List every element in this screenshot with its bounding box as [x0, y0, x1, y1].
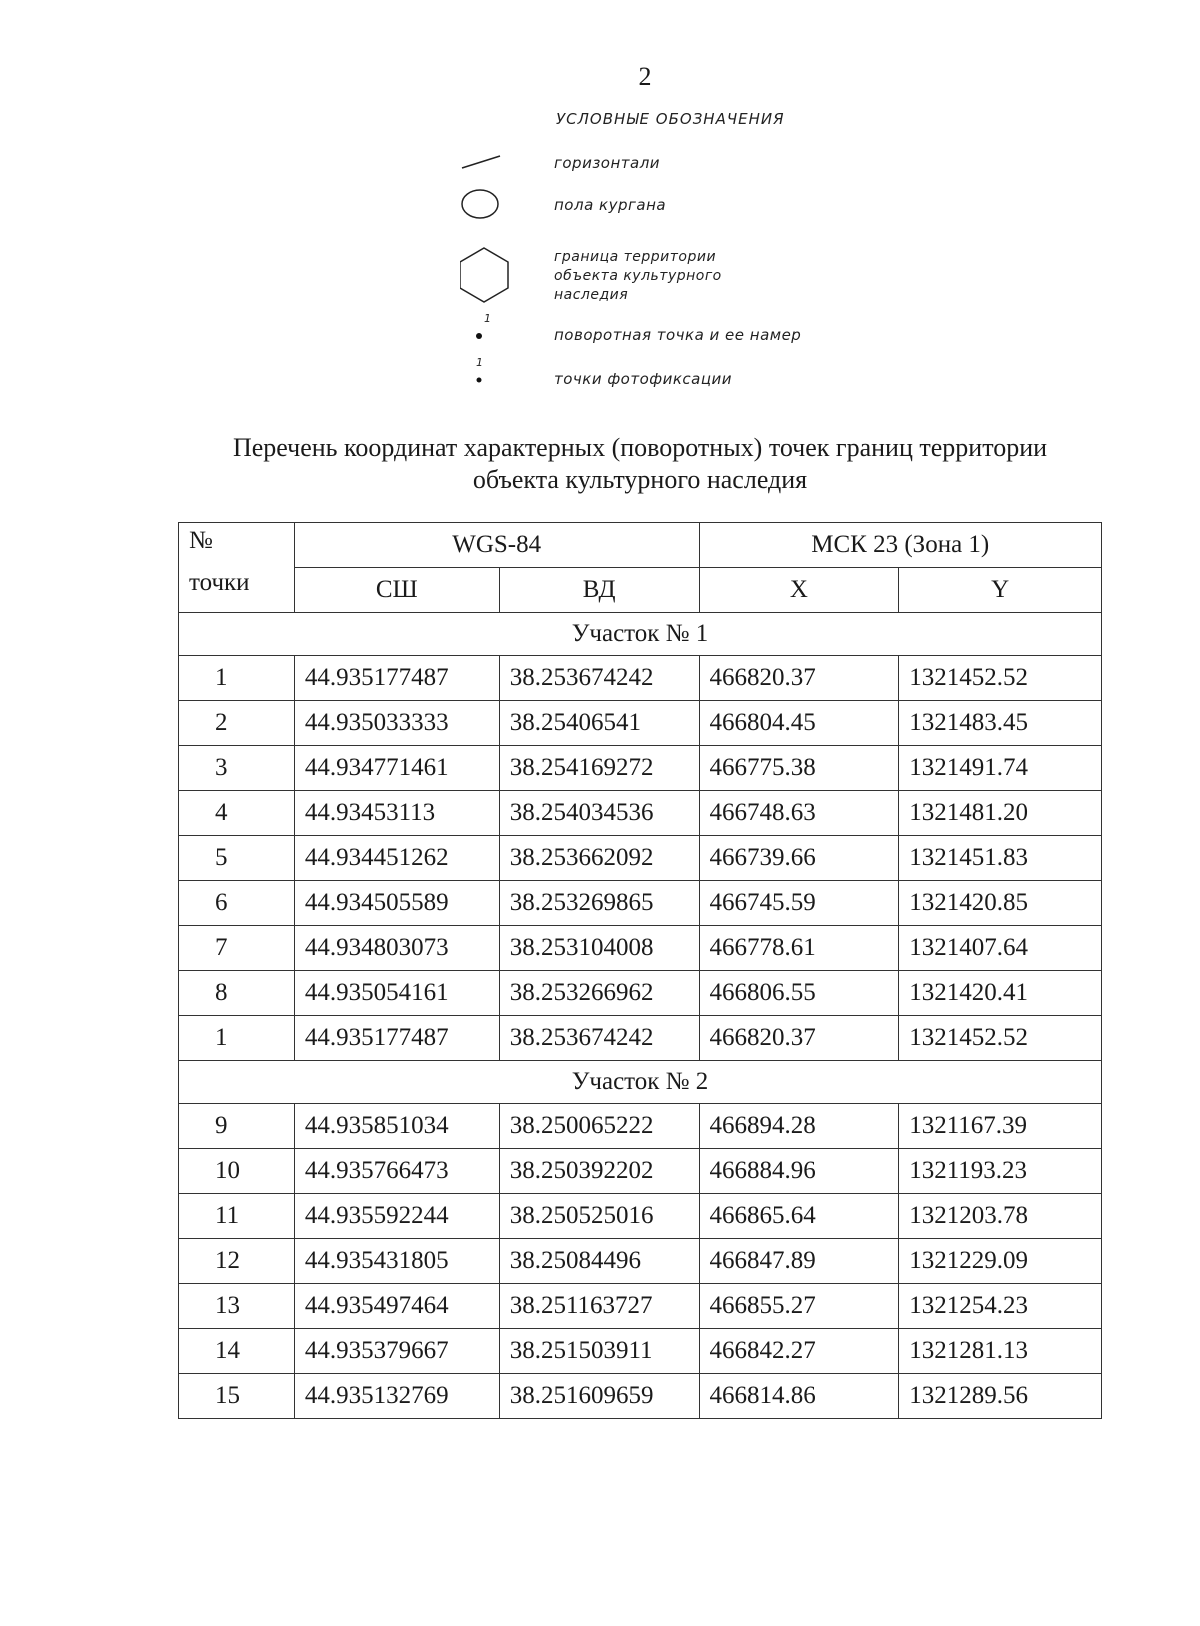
header-y: Y	[899, 568, 1102, 613]
coordinates-table	[178, 522, 1102, 1419]
lon-cell: 38.251503911	[499, 1329, 699, 1374]
header-no-label: точки	[189, 569, 250, 596]
lon-cell: 38.254169272	[499, 746, 699, 791]
table-row	[179, 881, 1102, 926]
lon-cell: 38.253104008	[499, 926, 699, 971]
point-number-cell: 9	[179, 1104, 295, 1149]
table-row	[179, 1374, 1102, 1419]
header-no-symbol: №	[189, 527, 213, 554]
legend-label-mound: пола кургана	[554, 196, 667, 214]
point-number-cell: 1	[179, 1016, 295, 1061]
header-lat: СШ	[294, 568, 499, 613]
table-row	[179, 746, 1102, 791]
turning-point-icon	[460, 312, 500, 348]
table-row	[179, 1016, 1102, 1061]
x-cell: 466748.63	[699, 791, 899, 836]
y-cell: 1321203.78	[899, 1194, 1102, 1239]
y-cell: 1321483.45	[899, 701, 1102, 746]
header-msk23: МСК 23 (Зона 1)	[699, 523, 1101, 568]
lat-cell: 44.934803073	[294, 926, 499, 971]
y-cell: 1321254.23	[899, 1284, 1102, 1329]
hexagon-boundary-icon	[460, 244, 524, 308]
y-cell: 1321451.83	[899, 836, 1102, 881]
y-cell: 1321167.39	[899, 1104, 1102, 1149]
table-row	[179, 1284, 1102, 1329]
lon-cell: 38.251609659	[499, 1374, 699, 1419]
legend-label-contours: горизонтали	[554, 154, 661, 172]
x-cell: 466806.55	[699, 971, 899, 1016]
page-number: 2	[638, 62, 652, 91]
x-cell: 466745.59	[699, 881, 899, 926]
legend-label-photo-point: точки фотофиксации	[554, 370, 733, 388]
photo-point-icon	[460, 356, 500, 392]
point-number-cell: 7	[179, 926, 295, 971]
lon-cell: 38.251163727	[499, 1284, 699, 1329]
table-row	[179, 926, 1102, 971]
lon-cell: 38.254034536	[499, 791, 699, 836]
x-cell: 466847.89	[699, 1239, 899, 1284]
point-number-cell: 11	[179, 1194, 295, 1239]
legend-label-boundary-3: наследия	[554, 287, 629, 303]
legend-title: УСЛОВНЫЕ ОБОЗНАЧЕНИЯ	[556, 110, 785, 128]
lon-cell: 38.253662092	[499, 836, 699, 881]
header-x: X	[699, 568, 899, 613]
header-lon: ВД	[499, 568, 699, 613]
lon-cell: 38.250525016	[499, 1194, 699, 1239]
y-cell: 1321420.41	[899, 971, 1102, 1016]
table-row	[179, 971, 1102, 1016]
table-row	[179, 836, 1102, 881]
section-title: Участок № 1	[179, 613, 1102, 656]
lon-cell: 38.250392202	[499, 1149, 699, 1194]
point-number-cell: 13	[179, 1284, 295, 1329]
table-row	[179, 1329, 1102, 1374]
y-cell: 1321193.23	[899, 1149, 1102, 1194]
header-wgs84: WGS-84	[294, 523, 699, 568]
y-cell: 1321289.56	[899, 1374, 1102, 1419]
point-number-cell: 5	[179, 836, 295, 881]
point-number-cell: 8	[179, 971, 295, 1016]
photo-point-marker: 1	[476, 356, 483, 369]
y-cell: 1321407.64	[899, 926, 1102, 971]
mound-ellipse-icon	[460, 186, 520, 226]
lat-cell: 44.93453113	[294, 791, 499, 836]
point-number-cell: 1	[179, 656, 295, 701]
point-number-cell: 4	[179, 791, 295, 836]
point-number-cell: 12	[179, 1239, 295, 1284]
y-cell: 1321452.52	[899, 656, 1102, 701]
y-cell: 1321281.13	[899, 1329, 1102, 1374]
header-point-number	[179, 523, 295, 613]
table-row	[179, 701, 1102, 746]
y-cell: 1321229.09	[899, 1239, 1102, 1284]
point-number-cell: 14	[179, 1329, 295, 1374]
section-row	[179, 1061, 1102, 1104]
section-title: Участок № 2	[179, 1061, 1102, 1104]
document-title	[190, 432, 1090, 496]
x-cell: 466804.45	[699, 701, 899, 746]
x-cell: 466814.86	[699, 1374, 899, 1419]
turning-point-marker: 1	[484, 312, 491, 325]
x-cell: 466778.61	[699, 926, 899, 971]
x-cell: 466894.28	[699, 1104, 899, 1149]
legend-label-boundary-2: объекта культурного	[554, 268, 722, 284]
lon-cell: 38.25406541	[499, 701, 699, 746]
point-number-cell: 15	[179, 1374, 295, 1419]
y-cell: 1321452.52	[899, 1016, 1102, 1061]
lon-cell: 38.253266962	[499, 971, 699, 1016]
section-row	[179, 613, 1102, 656]
x-cell: 466820.37	[699, 656, 899, 701]
lat-cell: 44.935497464	[294, 1284, 499, 1329]
y-cell: 1321420.85	[899, 881, 1102, 926]
lat-cell: 44.935851034	[294, 1104, 499, 1149]
lat-cell: 44.935177487	[294, 1016, 499, 1061]
lon-cell: 38.25084496	[499, 1239, 699, 1284]
lat-cell: 44.935431805	[294, 1239, 499, 1284]
lat-cell: 44.934771461	[294, 746, 499, 791]
table-row	[179, 791, 1102, 836]
point-number-cell: 3	[179, 746, 295, 791]
table-row	[179, 656, 1102, 701]
lon-cell: 38.253674242	[499, 656, 699, 701]
header-row-1	[179, 523, 1102, 568]
lat-cell: 44.935132769	[294, 1374, 499, 1419]
lon-cell: 38.253674242	[499, 1016, 699, 1061]
lat-cell: 44.935033333	[294, 701, 499, 746]
x-cell: 466865.64	[699, 1194, 899, 1239]
x-cell: 466775.38	[699, 746, 899, 791]
legend-label-turning-point: поворотная точка и ее намер	[554, 326, 802, 344]
table-row	[179, 1194, 1102, 1239]
point-number-cell: 10	[179, 1149, 295, 1194]
legend-label-boundary-1: граница территории	[554, 249, 717, 265]
lat-cell: 44.935177487	[294, 656, 499, 701]
lat-cell: 44.934505589	[294, 881, 499, 926]
point-number-cell: 6	[179, 881, 295, 926]
title-line-2: объекта культурного наследия	[472, 465, 808, 494]
lon-cell: 38.250065222	[499, 1104, 699, 1149]
table-row	[179, 1149, 1102, 1194]
lat-cell: 44.934451262	[294, 836, 499, 881]
contour-line-icon	[460, 152, 510, 172]
header-row-2	[179, 568, 1102, 613]
y-cell: 1321481.20	[899, 791, 1102, 836]
x-cell: 466842.27	[699, 1329, 899, 1374]
lat-cell: 44.935766473	[294, 1149, 499, 1194]
point-number-cell: 2	[179, 701, 295, 746]
lat-cell: 44.935054161	[294, 971, 499, 1016]
legend	[460, 110, 900, 388]
y-cell: 1321491.74	[899, 746, 1102, 791]
title-line-1: Перечень координат характерных (поворотных) точек границ территории	[232, 433, 1048, 462]
table-row	[179, 1239, 1102, 1284]
x-cell: 466820.37	[699, 1016, 899, 1061]
lat-cell: 44.935592244	[294, 1194, 499, 1239]
x-cell: 466739.66	[699, 836, 899, 881]
lat-cell: 44.935379667	[294, 1329, 499, 1374]
lon-cell: 38.253269865	[499, 881, 699, 926]
x-cell: 466855.27	[699, 1284, 899, 1329]
table-row	[179, 1104, 1102, 1149]
x-cell: 466884.96	[699, 1149, 899, 1194]
